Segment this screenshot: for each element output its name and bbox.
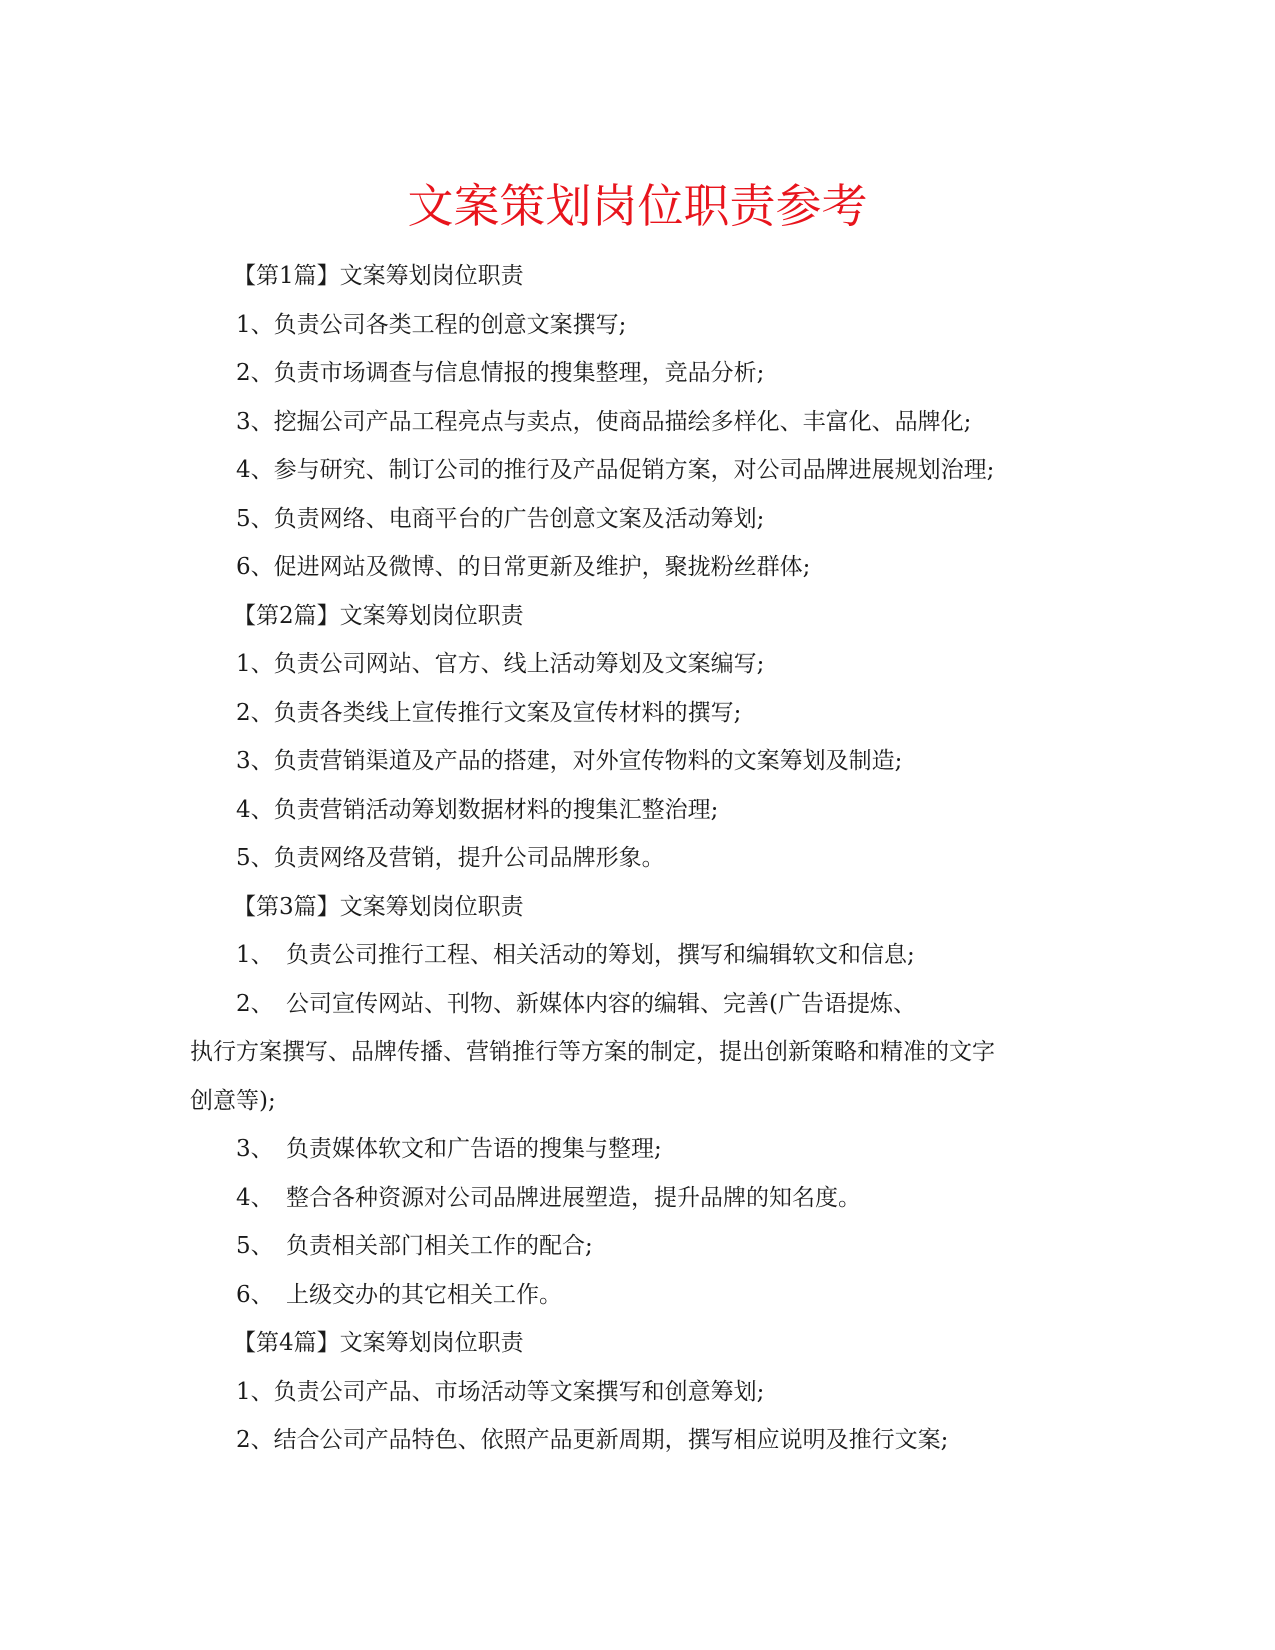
list-item-continuation: 执行方案撰写、品牌传播、营销推行等方案的制定，提出创新策略和精准的文字 — [190, 1039, 995, 1065]
item-number: 1、 — [236, 942, 274, 968]
section-heading: 【第3篇】文案筹划岗位职责 — [233, 893, 524, 920]
list-item: 2、负责各类线上宣传推行文案及宣传材料的撰写; — [236, 699, 742, 726]
list-item: 3、负责营销渠道及产品的搭建，对外宣传物料的文案筹划及制造; — [236, 748, 903, 774]
list-item: 1、负责公司各类工程的创意文案撰写; — [236, 311, 627, 338]
list-item-continuation: 创意等); — [190, 1087, 276, 1114]
list-item: 6、促进网站及微博、的日常更新及维护，聚拢粉丝群体; — [236, 554, 811, 580]
list-item — [190, 980, 1070, 1029]
section-heading: 【第2篇】文案筹划岗位职责 — [233, 602, 524, 629]
document-title: 文案策划岗位职责参考 — [407, 179, 868, 233]
item-number: 2、 — [236, 990, 274, 1017]
list-item: 4、负责营销活动筹划数据材料的搜集汇整治理; — [236, 796, 719, 823]
list-item: 4、参与研究、制订公司的推行及产品促销方案，对公司品牌进展规划治理; — [236, 457, 995, 483]
item-number: 3、 — [236, 1136, 274, 1162]
list-item: 2、负责市场调查与信息情报的搜集整理，竞品分析; — [236, 360, 765, 386]
list-item: 2、结合公司产品特色、依照产品更新周期，撰写相应说明及推行文案; — [236, 1427, 949, 1453]
list-item — [190, 1271, 1070, 1320]
item-number: 5、 — [236, 1233, 274, 1259]
item-text: 负责相关部门相关工作的配合; — [286, 1233, 593, 1259]
list-item: 3、挖掘公司产品工程亮点与卖点，使商品描绘多样化、丰富化、品牌化; — [236, 408, 972, 435]
list-item: 1、负责公司网站、官方、线上活动筹划及文案编写; — [236, 651, 765, 677]
item-text: 负责媒体软文和广告语的搜集与整理; — [286, 1136, 662, 1162]
item-text: 整合各种资源对公司品牌进展塑造，提升品牌的知名度。 — [286, 1184, 861, 1211]
item-number: 6、 — [236, 1281, 274, 1308]
section-heading: 【第1篇】文案筹划岗位职责 — [233, 263, 524, 289]
item-text: 公司宣传网站、刊物、新媒体内容的编辑、完善(广告语提炼、 — [286, 990, 916, 1017]
document-body — [190, 252, 1070, 1465]
item-text: 负责公司推行工程、相关活动的筹划，撰写和编辑软文和信息; — [286, 942, 915, 968]
section-heading: 【第4篇】文案筹划岗位职责 — [233, 1330, 524, 1356]
list-item — [190, 1222, 1070, 1271]
list-item — [190, 1174, 1070, 1223]
item-text: 上级交办的其它相关工作。 — [286, 1281, 562, 1308]
item-number: 4、 — [236, 1184, 274, 1211]
list-item: 1、负责公司产品、市场活动等文案撰写和创意筹划; — [236, 1378, 765, 1405]
list-item: 5、负责网络、电商平台的广告创意文案及活动筹划; — [236, 505, 765, 532]
list-item — [190, 1125, 1070, 1174]
list-item — [190, 931, 1070, 980]
list-item: 5、负责网络及营销，提升公司品牌形象。 — [236, 845, 665, 871]
